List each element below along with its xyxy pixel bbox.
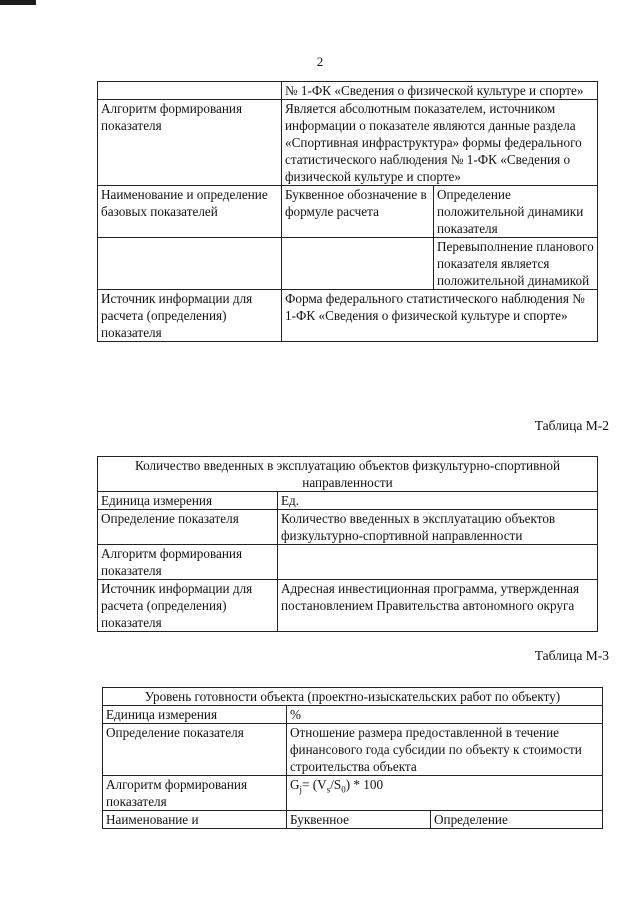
table-row — [103, 706, 603, 724]
table-row — [98, 238, 598, 290]
table-m2 — [97, 456, 598, 632]
table-row — [98, 580, 598, 632]
table-cell — [98, 238, 282, 290]
table-row — [103, 776, 603, 811]
table-row — [98, 82, 598, 100]
table-cell: Форма федерального статистического наблюдения № 1-ФК «Сведения о физической культуре и спорте» — [282, 290, 598, 342]
table-row — [98, 545, 598, 580]
table-cell: № 1-ФК «Сведения о физической культуре и спорте» — [282, 82, 598, 100]
table-cell: Определение показателя — [98, 510, 278, 545]
formula-subscript: 0 — [341, 784, 346, 795]
table-cell: Алгоритм формирования показателя — [98, 100, 282, 186]
table-cell: Отношение размера предоставленной в течение финансового года субсидии по объекту к стоимости строительства объекта — [287, 724, 603, 776]
table-cell: Наименование и определение базовых показателей — [98, 186, 282, 238]
table-cell: Ед. — [278, 492, 598, 510]
table-cell: Единица измерения — [103, 706, 287, 724]
table-cell: Определение — [431, 811, 603, 829]
table-cell — [278, 545, 598, 580]
table-cell: Адресная инвестиционная программа, утвержденная постановлением Правительства автономного округа — [278, 580, 598, 632]
formula-subscript: s — [326, 784, 331, 795]
table-cell: Определение положительной динамики показателя — [434, 186, 598, 238]
formula-subscript: j — [299, 784, 303, 795]
table-row — [98, 510, 598, 545]
table-row — [103, 724, 603, 776]
table-title: Количество введенных в эксплуатацию объектов физкультурно-спортивной направленности — [98, 457, 598, 492]
table-cell: Буквенное обозначение в формуле расчета — [282, 186, 434, 238]
table-cell: Перевыполнение планового показателя является положительной динамикой — [434, 238, 598, 290]
table-cell: Является абсолютным показателем, источником информации о показателе являются данные раздела «Спортивная инфраструктура» формы федерального статистического наблюдения № 1-ФК «Сведения о физической культуре и спорте» — [282, 100, 598, 186]
table-cell — [282, 238, 434, 290]
table-cell: Наименование и — [103, 811, 287, 829]
formula — [287, 776, 603, 811]
table-caption-m3: Таблица М-3 — [534, 648, 609, 663]
table-row — [98, 492, 598, 510]
page-edge-mark — [0, 0, 36, 5]
table-row — [98, 290, 598, 342]
table-title-row — [98, 457, 598, 492]
formula-part: G — [290, 777, 300, 792]
table-cell: Алгоритм формирования показателя — [98, 545, 278, 580]
table-cell: Единица измерения — [98, 492, 278, 510]
table-title-row — [103, 688, 603, 706]
table-m1-continuation — [97, 81, 598, 342]
table-cell: Источник информации для расчета (определения) показателя — [98, 580, 278, 632]
page-number: 2 — [316, 54, 324, 69]
table-caption-m2: Таблица М-2 — [534, 418, 609, 433]
table-cell: Источник информации для расчета (определения) показателя — [98, 290, 282, 342]
table-row — [103, 811, 603, 829]
table-cell: % — [287, 706, 603, 724]
table-title: Уровень готовности объекта (проектно-изыскательских работ по объекту) — [103, 688, 603, 706]
table-cell — [98, 82, 282, 100]
table-cell: Алгоритм формирования показателя — [103, 776, 287, 811]
table-row — [98, 100, 598, 186]
table-cell: Определение показателя — [103, 724, 287, 776]
formula-part: /S — [330, 777, 342, 792]
formula-part: ) * 100 — [345, 777, 384, 792]
table-row — [98, 186, 598, 238]
table-cell: Количество введенных в эксплуатацию объектов физкультурно-спортивной направленности — [278, 510, 598, 545]
table-cell: Буквенное — [287, 811, 431, 829]
formula-part: = (V — [302, 777, 327, 792]
table-m3 — [102, 687, 603, 829]
